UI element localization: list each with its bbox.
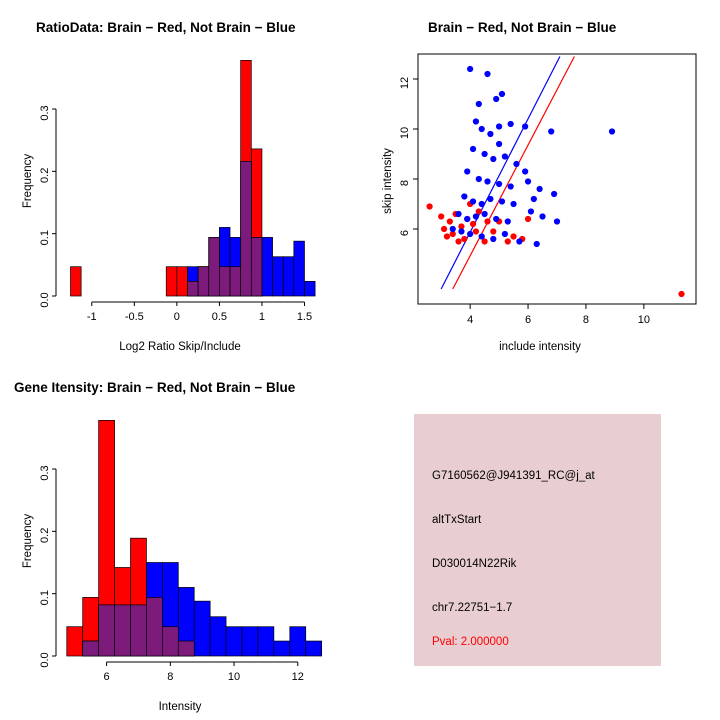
histogram-bar-overlap — [99, 605, 115, 656]
scatter-point-brain — [461, 236, 467, 242]
scatter-point-brain — [510, 233, 516, 239]
info-pval: Pval: 2.000000 — [432, 636, 509, 648]
scatter-point-not-brain — [490, 236, 496, 242]
y-tick-label: 8 — [399, 179, 411, 187]
x-tick-label: 1.5 — [296, 311, 313, 323]
panel-gene-title: Gene Itensity: Brain − Red, Not Brain − Blue — [14, 380, 296, 395]
scatter-point-not-brain — [450, 226, 456, 232]
scatter-point-not-brain — [476, 176, 482, 182]
y-tick-label: 0.1 — [39, 230, 51, 246]
histogram-bar-brain — [71, 267, 82, 296]
x-tick-label: 10 — [637, 314, 650, 326]
plot-region — [39, 420, 322, 683]
panel-ratio-ylabel: Frequency — [22, 153, 34, 209]
scatter-point-not-brain — [473, 213, 479, 219]
histogram-bar-overlap — [187, 281, 198, 296]
info-probe-id: G7160562@J941391_RC@j_at — [432, 470, 595, 482]
scatter-point-not-brain — [516, 238, 522, 244]
y-tick-label: 0.3 — [39, 465, 51, 481]
scatter-point-not-brain — [476, 101, 482, 107]
x-tick-label: 0.5 — [211, 311, 228, 323]
y-tick-label: 0.2 — [39, 527, 51, 543]
histogram-bar-overlap — [178, 641, 194, 656]
histogram-bar-not-brain — [304, 281, 315, 296]
panel-scatter — [360, 0, 720, 360]
plot-region — [39, 60, 315, 323]
panel-scatter-ylabel: skip intensity — [382, 148, 394, 214]
scatter-point-not-brain — [479, 126, 485, 132]
panel-gene-histogram — [0, 360, 360, 720]
scatter-point-not-brain — [493, 216, 499, 222]
scatter-point-not-brain — [482, 151, 488, 157]
histogram-bar-overlap — [209, 237, 220, 296]
scatter-point-not-brain — [490, 156, 496, 162]
scatter-point-not-brain — [455, 211, 461, 217]
histogram-bar-overlap — [83, 641, 99, 656]
scatter-point-not-brain — [487, 131, 493, 137]
scatter-point-not-brain — [482, 211, 488, 217]
scatter-point-brain — [441, 226, 447, 232]
x-tick-label: 8 — [167, 671, 174, 683]
histogram-bar-overlap — [146, 597, 162, 656]
histogram-bar-overlap — [241, 161, 252, 296]
scatter-point-brain — [438, 213, 444, 219]
x-tick-label: 6 — [524, 314, 532, 326]
histogram-bar-not-brain — [242, 627, 258, 656]
histogram-bar-not-brain — [306, 641, 322, 656]
panel-ratio-xlabel: Log2 Ratio Skip/Include — [119, 341, 241, 353]
scatter-point-not-brain — [522, 123, 528, 129]
scatter-point-not-brain — [534, 241, 540, 247]
scatter-point-not-brain — [539, 213, 545, 219]
scatter-point-not-brain — [470, 198, 476, 204]
y-tick-label: 0.2 — [39, 167, 51, 183]
scatter-point-brain — [455, 238, 461, 244]
info-gene-symbol: D030014N22Rik — [432, 558, 517, 570]
scatter-point-not-brain — [464, 168, 470, 174]
scatter-point-not-brain — [551, 191, 557, 197]
histogram-bar-overlap — [251, 237, 262, 296]
scatter-point-brain — [444, 233, 450, 239]
histogram-bar-overlap — [115, 605, 131, 656]
y-tick-label: 6 — [399, 229, 411, 237]
histogram-bar-overlap — [219, 267, 230, 296]
scatter-point-brain — [447, 218, 453, 224]
histogram-bar-not-brain — [274, 641, 290, 656]
histogram-bar-brain — [166, 267, 177, 296]
scatter-point-not-brain — [473, 118, 479, 124]
scatter-point-brain — [490, 228, 496, 234]
plot-region — [399, 54, 696, 326]
scatter-point-brain — [426, 203, 432, 209]
scatter-point-not-brain — [525, 178, 531, 184]
scatter-point-not-brain — [496, 141, 502, 147]
histogram-bar-not-brain — [294, 241, 305, 296]
y-tick-label: 0.3 — [39, 105, 51, 121]
x-tick-label: 8 — [582, 314, 590, 326]
scatter-point-not-brain — [479, 233, 485, 239]
scatter-point-not-brain — [470, 146, 476, 152]
panel-gene-ylabel: Frequency — [22, 513, 34, 569]
scatter-point-not-brain — [531, 196, 537, 202]
scatter-point-not-brain — [484, 71, 490, 77]
histogram-bar-overlap — [131, 605, 147, 656]
histogram-bar-not-brain — [194, 601, 210, 656]
info-locus: chr7.22751−1.7 — [432, 602, 513, 614]
histogram-bar-brain — [177, 267, 188, 296]
panel-scatter-title: Brain − Red, Not Brain − Blue — [428, 20, 617, 35]
scatter-point-brain — [505, 238, 511, 244]
scatter-point-brain — [678, 291, 684, 297]
scatter-point-not-brain — [548, 128, 554, 134]
y-tick-label: 10 — [399, 126, 411, 140]
plot-inner — [426, 57, 684, 298]
x-tick-label: 12 — [291, 671, 304, 683]
scatter-point-not-brain — [609, 128, 615, 134]
histogram-bar-not-brain — [290, 627, 306, 656]
scatter-point-not-brain — [505, 218, 511, 224]
scatter-point-brain — [484, 218, 490, 224]
scatter-point-not-brain — [496, 181, 502, 187]
panel-ratio-title: RatioData: Brain − Red, Not Brain − Blue — [36, 20, 296, 35]
scatter-point-not-brain — [461, 193, 467, 199]
histogram-bar-brain — [67, 627, 83, 656]
x-tick-label: 0 — [173, 311, 180, 323]
histogram-bar-not-brain — [273, 257, 284, 296]
histogram-bar-not-brain — [283, 257, 294, 296]
scatter-point-not-brain — [499, 198, 505, 204]
ratio-histogram-plot — [0, 0, 360, 360]
scatter-point-not-brain — [508, 183, 514, 189]
y-tick-label: 0.0 — [39, 292, 51, 308]
histogram-bar-overlap — [198, 267, 209, 296]
scatter-point-not-brain — [467, 231, 473, 237]
scatter-point-not-brain — [496, 123, 502, 129]
scatter-point-not-brain — [537, 186, 543, 192]
histogram-bar-not-brain — [258, 627, 274, 656]
info-event-type: altTxStart — [432, 514, 482, 526]
panel-info-box — [414, 414, 661, 666]
histogram-bar-not-brain — [210, 617, 226, 656]
scatter-point-not-brain — [502, 231, 508, 237]
scatter-point-not-brain — [513, 161, 519, 167]
histogram-bar-overlap — [230, 267, 241, 296]
panel-ratio-histogram — [0, 0, 360, 360]
y-tick-label: 0.0 — [39, 652, 51, 668]
scatter-point-not-brain — [528, 208, 534, 214]
x-tick-label: 4 — [467, 314, 474, 326]
scatter-point-not-brain — [554, 218, 560, 224]
x-tick-label: 6 — [103, 671, 110, 683]
histogram-bar-not-brain — [226, 627, 242, 656]
histogram-bar-overlap — [162, 627, 178, 656]
x-tick-label: -0.5 — [124, 311, 144, 323]
x-tick-label: -1 — [86, 311, 97, 323]
scatter-point-not-brain — [467, 66, 473, 72]
scatter-plot — [360, 0, 720, 360]
panel-scatter-xlabel: include intensity — [499, 341, 581, 353]
gene-histogram-plot — [0, 360, 360, 720]
plot-frame — [418, 54, 696, 304]
scatter-point-not-brain — [508, 121, 514, 127]
y-tick-label: 12 — [399, 76, 411, 90]
panel-gene-xlabel: Intensity — [158, 701, 202, 713]
scatter-point-brain — [473, 228, 479, 234]
scatter-point-not-brain — [458, 228, 464, 234]
x-tick-label: 10 — [227, 671, 241, 683]
scatter-point-not-brain — [522, 168, 528, 174]
x-tick-label: 1 — [258, 311, 265, 323]
scatter-point-brain — [525, 216, 531, 222]
regression-line — [453, 57, 575, 290]
scatter-point-not-brain — [487, 196, 493, 202]
scatter-point-not-brain — [499, 91, 505, 97]
y-tick-label: 0.1 — [39, 590, 51, 606]
histogram-bar-not-brain — [262, 237, 273, 296]
scatter-point-not-brain — [484, 178, 490, 184]
scatter-point-not-brain — [493, 96, 499, 102]
scatter-point-not-brain — [502, 153, 508, 159]
scatter-point-not-brain — [479, 201, 485, 207]
scatter-point-brain — [470, 221, 476, 227]
scatter-point-not-brain — [464, 216, 470, 222]
scatter-point-not-brain — [510, 201, 516, 207]
